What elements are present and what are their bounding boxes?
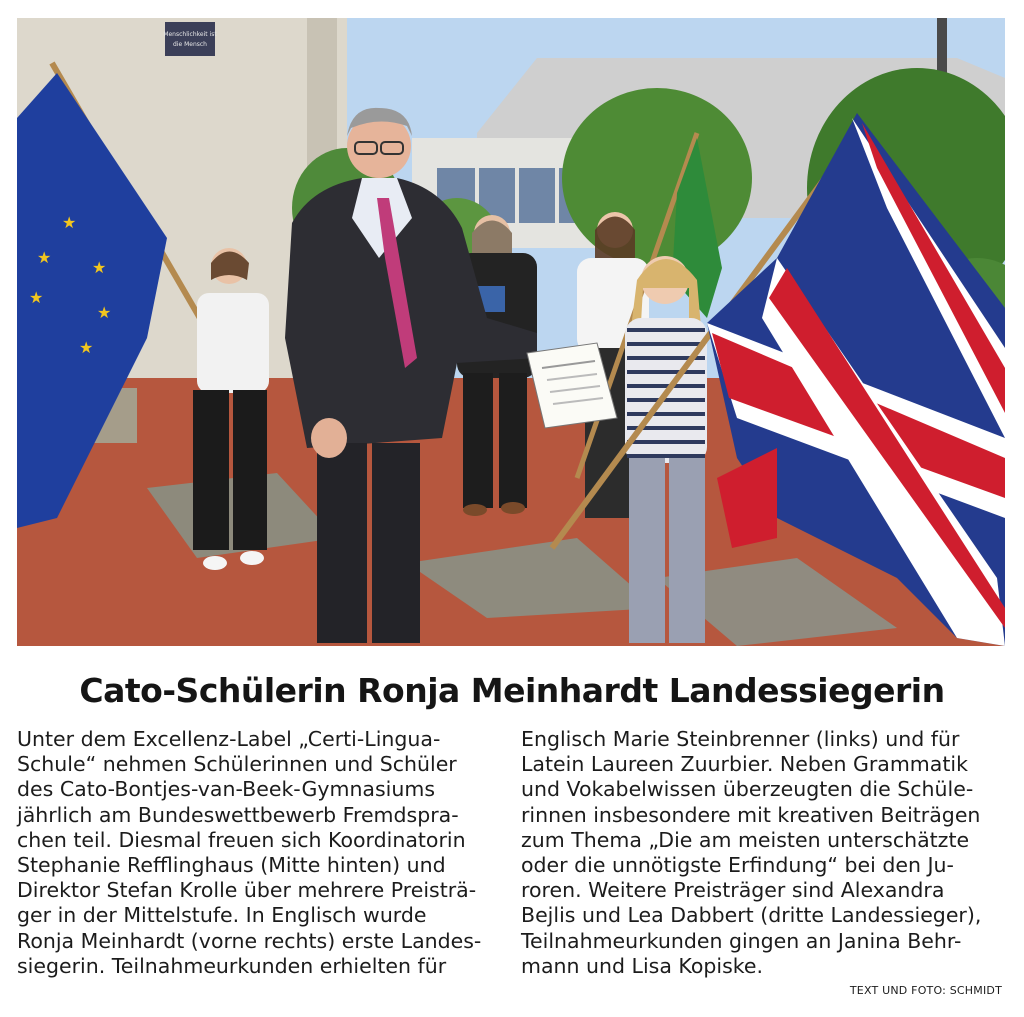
- eu-star-2: ★: [92, 258, 107, 277]
- sign-line-2: die Mensch: [173, 41, 207, 48]
- text-line: roren. Weitere Preisträger sind Alexandra: [521, 878, 945, 903]
- eu-star-6: ★: [37, 248, 52, 267]
- text-line: Latein Laureen Zuurbier. Neben Grammatik: [521, 752, 968, 777]
- text-line: oder die unnötigste Erfindung“ bei den Ju-: [521, 853, 954, 878]
- text-line: siegerin. Teilnahmeurkunden erhielten für: [17, 953, 447, 978]
- text-line: des Cato-Bontjes-van-Beek-Gymnasiums: [17, 777, 436, 802]
- girl-left-leg-2: [233, 390, 267, 550]
- photo-scene: [17, 18, 1005, 646]
- text-line: Stephanie Refflinghaus (Mitte hinten) und: [17, 853, 446, 878]
- text-line: und Vokabelwissen überzeugten die Schüle-: [521, 777, 974, 802]
- text-line: Direktor Stefan Krolle über mehrere Preisträ-: [17, 878, 477, 903]
- headline: Cato-Schülerin Ronja Meinhardt Landessiegerin: [79, 671, 945, 710]
- article-column-right: [521, 727, 1011, 979]
- article-column-left: [17, 727, 497, 979]
- text-line: rinnen insbesondere mit kreativen Beiträgen: [521, 802, 981, 827]
- eu-star-1: ★: [62, 213, 77, 232]
- text-line: mann und Lisa Kopiske.: [521, 953, 764, 978]
- sign-line-1: Menschlichkeit ist: [163, 31, 217, 38]
- text-line: Schule“ nehmen Schülerinnen und Schüler: [17, 752, 457, 777]
- article-photo: [17, 18, 1005, 646]
- girl-left-shirt: [197, 293, 269, 393]
- text-line: Unter dem Excellenz-Label „Certi-Lingua-: [17, 727, 441, 751]
- eu-star-4: ★: [97, 303, 112, 322]
- eu-star-5: ★: [79, 338, 94, 357]
- text-line: zum Thema „Die am meisten unterschätzte: [521, 827, 970, 852]
- building-sign: [165, 22, 215, 56]
- text-line: jährlich am Bundeswettbewerb Fremdspra-: [17, 802, 459, 827]
- text-line: Ronja Meinhardt (vorne rechts) erste Landes-: [17, 928, 482, 953]
- text-line: chen teil. Diesmal freuen sich Koordinatorin: [17, 827, 466, 852]
- girl-left-leg-1: [193, 390, 229, 550]
- ronja-jeans-1: [629, 458, 665, 643]
- text-line: ger in der Mittelstufe. In Englisch wurde: [17, 903, 427, 928]
- photo-credit: TEXT UND FOTO: SCHMIDT: [849, 984, 1002, 997]
- eu-star-3: ★: [29, 288, 44, 307]
- text-line: Teilnahmeurkunden gingen an Janina Behr-: [521, 928, 962, 953]
- text-line: Englisch Marie Steinbrenner (links) und für: [521, 727, 960, 751]
- ronja-jeans-2: [669, 458, 705, 643]
- text-line: Bejlis und Lea Dabbert (dritte Landessieger),: [521, 903, 982, 928]
